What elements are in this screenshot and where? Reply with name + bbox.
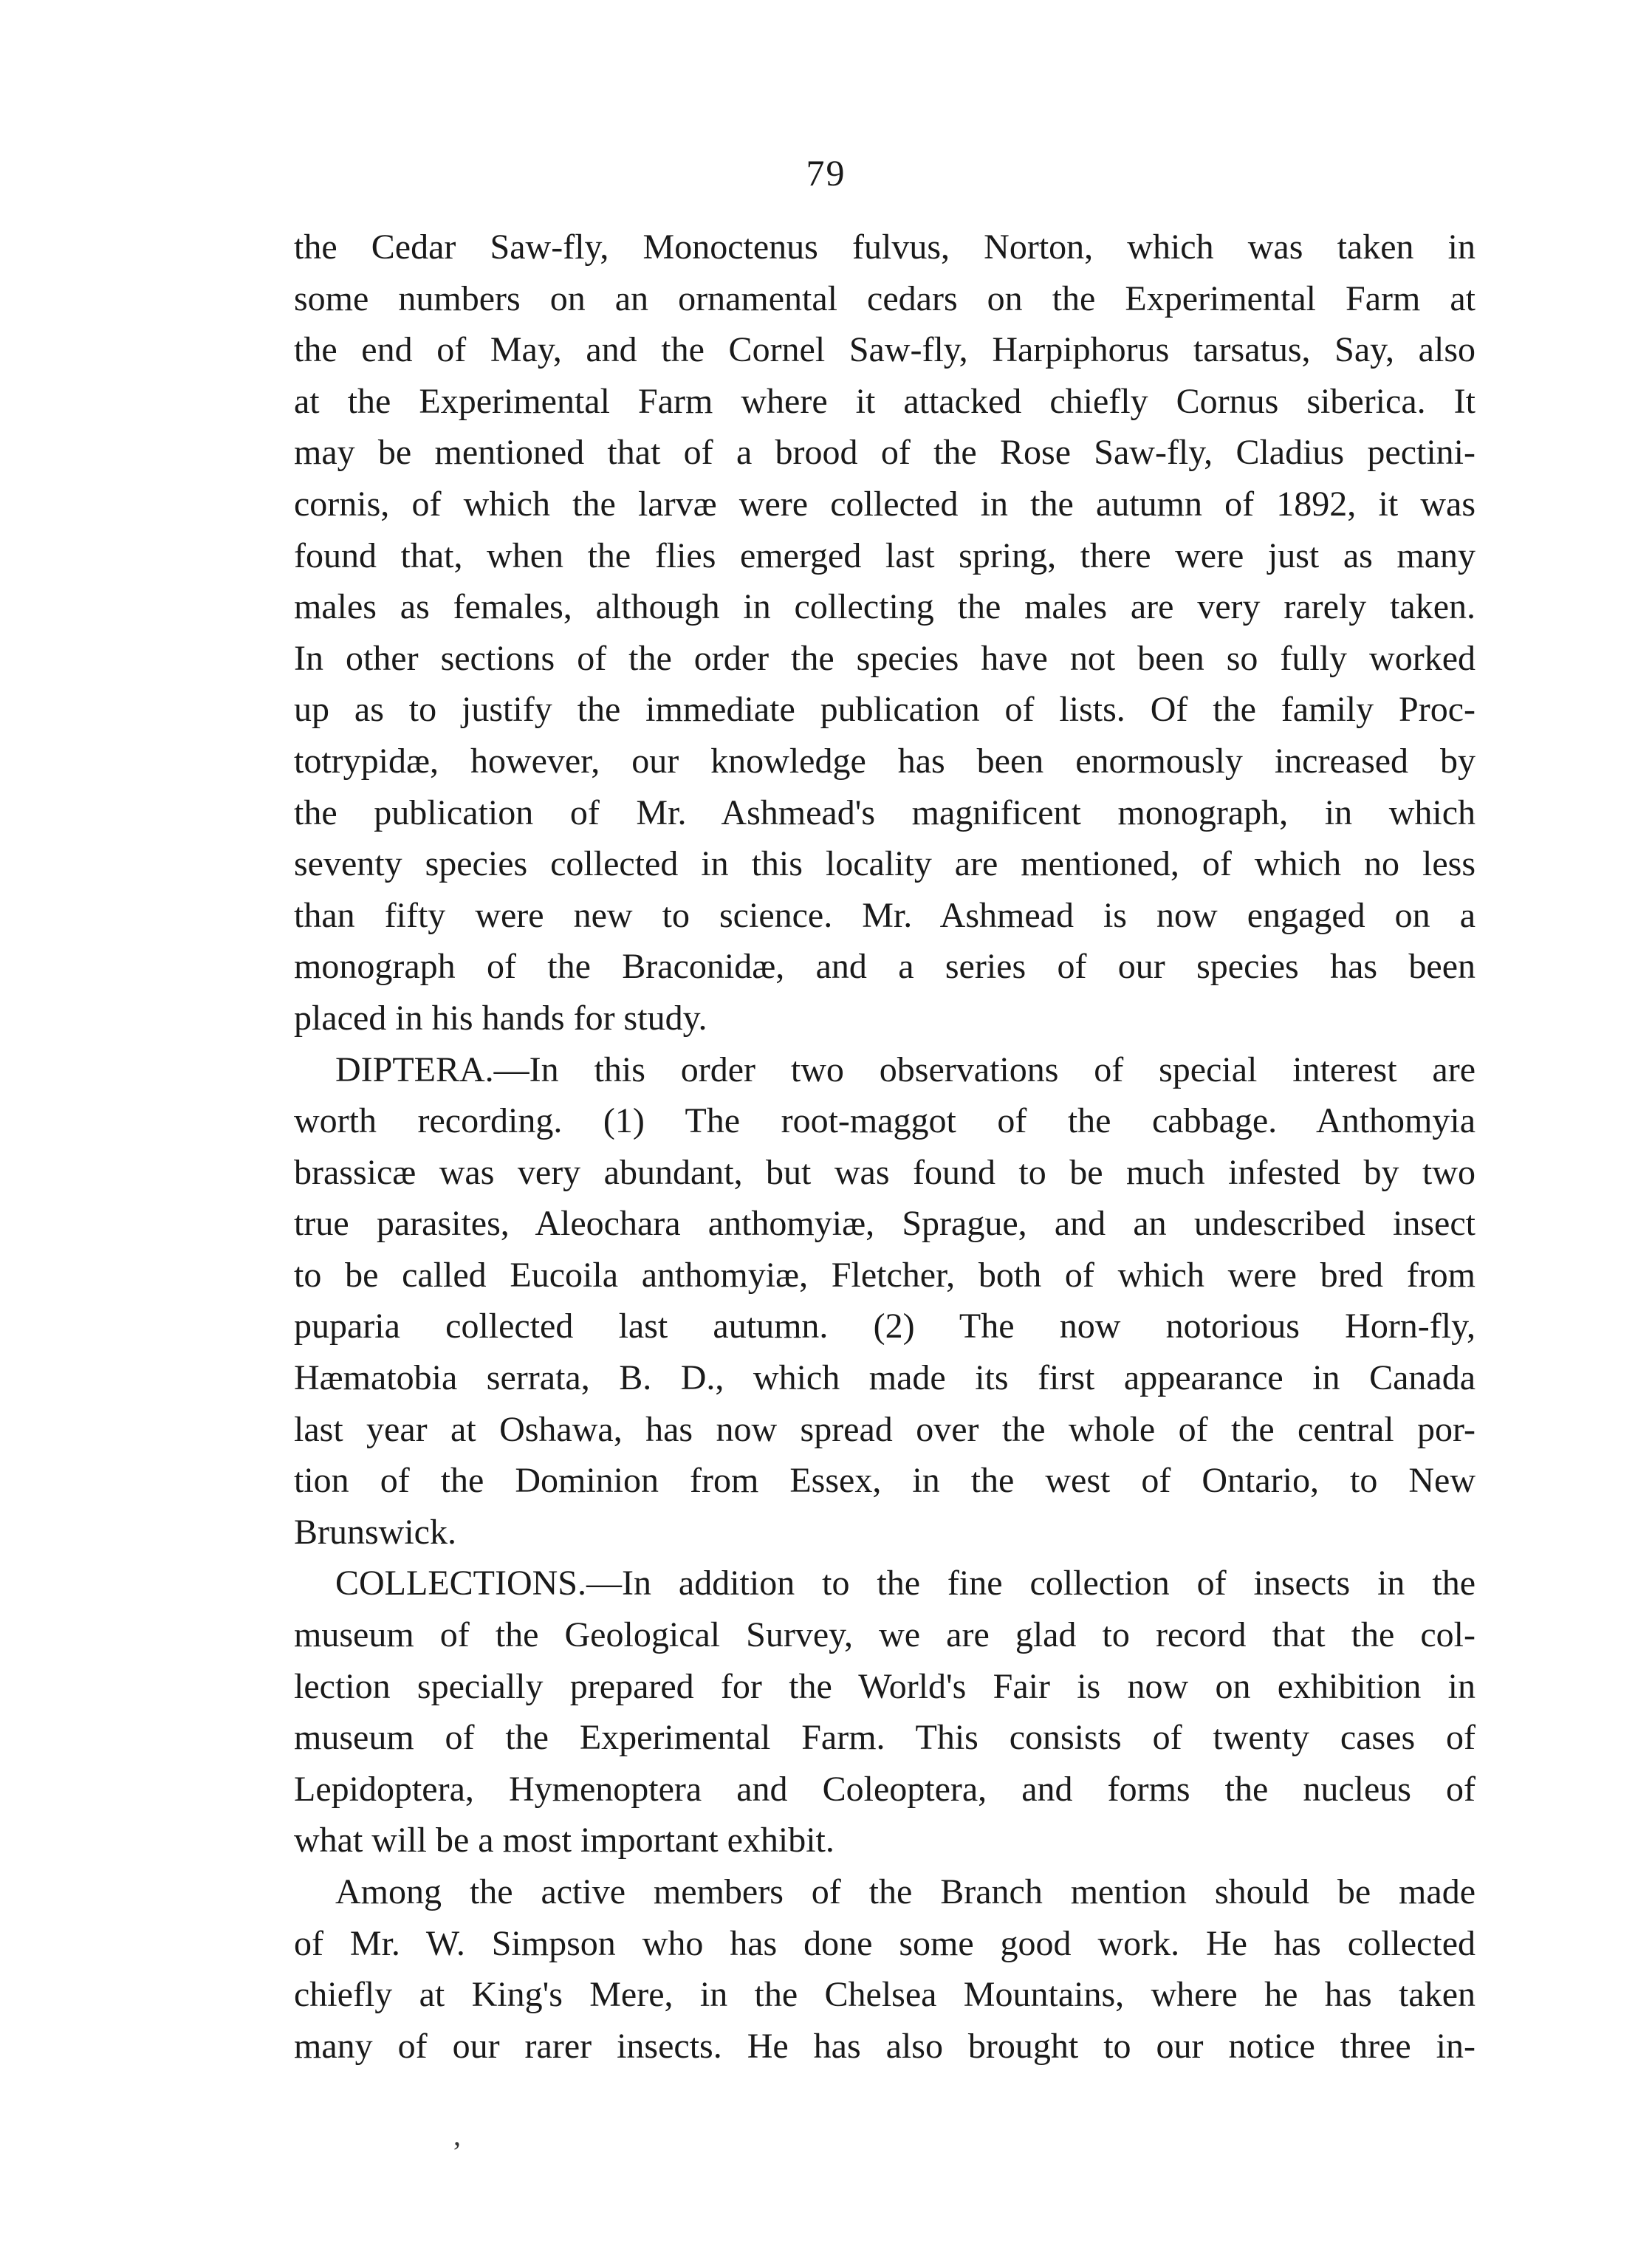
text-line: museum of the Experimental Farm. This consists of twenty cases of <box>294 1718 1476 1758</box>
text-line: of Mr. W. Simpson who has done some good work. He has collected <box>294 1923 1476 1963</box>
text-line: the Cedar Saw-fly, Monoctenus fulvus, Norton, which was taken in <box>294 227 1476 267</box>
paragraph <box>294 1044 1476 1558</box>
body-text <box>294 222 1476 2072</box>
text-line: cornis, of which the larvæ were collected in the autumn of 1892, it was <box>294 484 1476 524</box>
text-line: last year at Oshawa, has now spread over the whole of the central por- <box>294 1409 1476 1449</box>
text-line: chiefly at King's Mere, in the Chelsea Mountains, where he has taken <box>294 1975 1476 2015</box>
text-line: seventy species collected in this locality are mentioned, of which no less <box>294 844 1476 884</box>
text-line: totrypidæ, however, our knowledge has been enormously increased by <box>294 741 1476 781</box>
text-line: males as females, although in collecting the males are very rarely taken. <box>294 587 1476 627</box>
text-line: true parasites, Aleochara anthomyiæ, Sprague, and an undescribed insect <box>294 1204 1476 1244</box>
text-line: Hæmatobia serrata, B. D., which made its first appearance in Canada <box>294 1358 1476 1398</box>
text-line: than fifty were new to science. Mr. Ashmead is now engaged on a <box>294 895 1476 935</box>
text-line: placed in his hands for study. <box>294 998 707 1038</box>
paragraph <box>294 1558 1476 1866</box>
text-line: some numbers on an ornamental cedars on the Experimental Farm at <box>294 278 1476 318</box>
text-line: lection specially prepared for the World's Fair is now on exhibition in <box>294 1666 1476 1706</box>
text-line: puparia collected last autumn. (2) The now notorious Horn-fly, <box>294 1307 1476 1346</box>
text-line: found that, when the flies emerged last spring, there were just as many <box>294 535 1476 575</box>
text-line: the end of May, and the Cornel Saw-fly, Harpiphorus tarsatus, Say, also <box>294 330 1476 370</box>
text-line: to be called Eucoila anthomyiæ, Fletcher, both of which were bred from <box>294 1255 1476 1295</box>
ink-speck: ’ <box>452 2135 462 2168</box>
text-line: tion of the Dominion from Essex, in the west of Ontario, to New <box>294 1461 1476 1501</box>
text-line: COLLECTIONS.—In addition to the fine collection of insects in the <box>335 1564 1476 1603</box>
text-line: brassicæ was very abundant, but was found to be much infested by two <box>294 1152 1476 1192</box>
text-line: Brunswick. <box>294 1512 456 1552</box>
text-line: at the Experimental Farm where it attacked chiefly Cornus siberica. It <box>294 381 1476 421</box>
text-line: Lepidoptera, Hymenoptera and Coleoptera, and forms the nucleus of <box>294 1769 1476 1809</box>
text-line: the publication of Mr. Ashmead's magnificent monograph, in which <box>294 792 1476 832</box>
page-number: 79 <box>806 152 846 194</box>
text-line: up as to justify the immediate publication of lists. Of the family Proc- <box>294 690 1476 730</box>
text-line: In other sections of the order the species have not been so fully worked <box>294 638 1476 678</box>
paragraph <box>294 1866 1476 2072</box>
text-line: may be mentioned that of a brood of the Rose Saw-fly, Cladius pectini- <box>294 433 1476 473</box>
text-line: many of our rarer insects. He has also brought to our notice three in- <box>294 2026 1476 2066</box>
text-line: DIPTERA.—In this order two observations of special interest are <box>335 1050 1476 1089</box>
paragraph <box>294 222 1476 1044</box>
text-line: what will be a most important exhibit. <box>294 1821 834 1860</box>
text-line: monograph of the Braconidæ, and a series of our species has been <box>294 947 1476 987</box>
text-line: worth recording. (1) The root-maggot of the cabbage. Anthomyia <box>294 1101 1476 1141</box>
text-line: Among the active members of the Branch mention should be made <box>335 1872 1476 1911</box>
text-line: museum of the Geological Survey, we are glad to record that the col- <box>294 1615 1476 1655</box>
